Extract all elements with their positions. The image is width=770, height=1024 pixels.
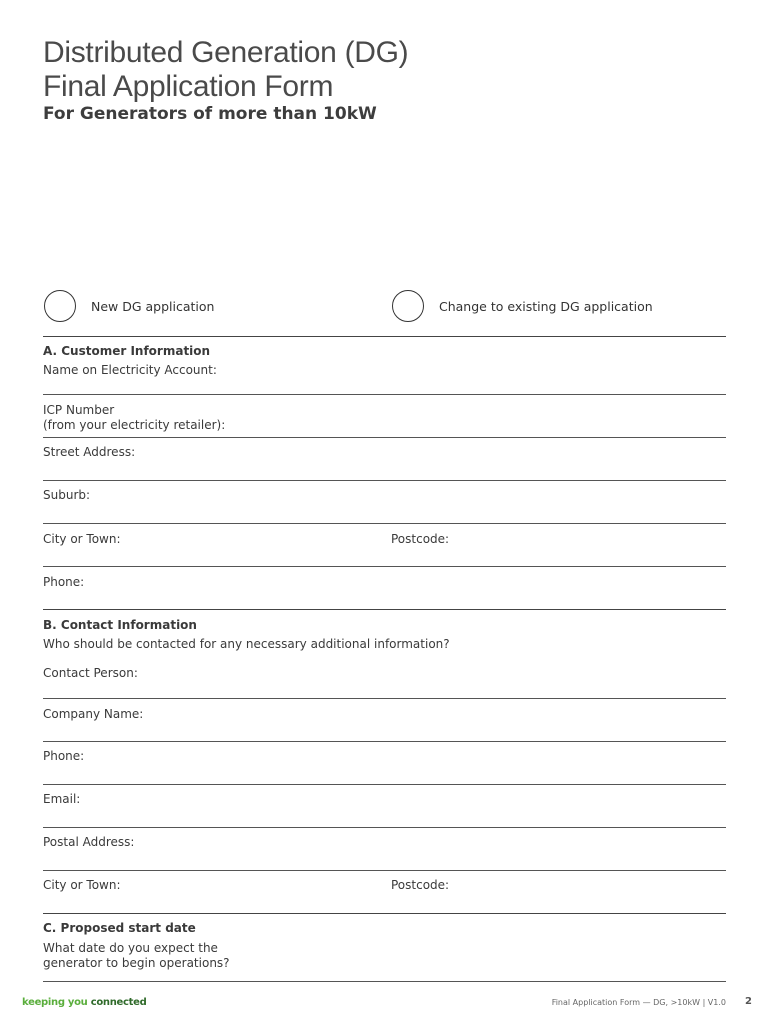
contact-city-label: City or Town: bbox=[43, 878, 121, 892]
field-line bbox=[43, 827, 726, 828]
field-line bbox=[43, 480, 726, 481]
title-line-2: Final Application Form bbox=[43, 70, 334, 103]
contact-phone-field[interactable] bbox=[43, 766, 726, 782]
footer-brand bbox=[22, 997, 146, 1008]
new-dg-radio[interactable] bbox=[44, 290, 76, 322]
street-address-field[interactable] bbox=[43, 462, 726, 478]
field-line bbox=[43, 566, 726, 567]
icp-label-line2: (from your electricity retailer): bbox=[43, 418, 226, 432]
contact-person-field[interactable] bbox=[43, 682, 726, 697]
new-dg-label: New DG application bbox=[91, 299, 215, 314]
postcode-field[interactable] bbox=[391, 548, 726, 564]
divider bbox=[43, 336, 726, 337]
company-name-label: Company Name: bbox=[43, 707, 144, 721]
change-dg-radio[interactable] bbox=[392, 290, 424, 322]
field-line bbox=[43, 523, 726, 524]
field-line bbox=[43, 741, 726, 742]
contact-postcode-label: Postcode: bbox=[391, 878, 450, 892]
start-date-field[interactable] bbox=[240, 942, 726, 978]
field-line bbox=[43, 394, 726, 395]
divider bbox=[43, 913, 726, 914]
section-c-heading: C. Proposed start date bbox=[43, 921, 196, 935]
contact-postcode-field[interactable] bbox=[391, 895, 726, 911]
field-line bbox=[43, 784, 726, 785]
icp-label-line1: ICP Number bbox=[43, 403, 115, 417]
brand-part-1: keeping you bbox=[22, 997, 88, 1008]
city-label: City or Town: bbox=[43, 532, 121, 546]
section-b-intro: Who should be contacted for any necessary additional information? bbox=[43, 637, 450, 651]
field-line bbox=[43, 698, 726, 699]
footer-reference: Final Application Form — DG, >10kW | V1.0 bbox=[551, 998, 726, 1007]
page-number: 2 bbox=[745, 996, 752, 1007]
suburb-field[interactable] bbox=[43, 505, 726, 521]
company-name-field[interactable] bbox=[43, 723, 726, 739]
postal-address-label: Postal Address: bbox=[43, 835, 135, 849]
account-name-label: Name on Electricity Account: bbox=[43, 363, 217, 377]
email-label: Email: bbox=[43, 792, 81, 806]
field-line bbox=[43, 870, 726, 871]
email-field[interactable] bbox=[43, 809, 726, 825]
field-line bbox=[43, 437, 726, 438]
contact-phone-label: Phone: bbox=[43, 749, 85, 763]
divider bbox=[43, 609, 726, 610]
suburb-label: Suburb: bbox=[43, 488, 91, 502]
section-a-heading: A. Customer Information bbox=[43, 344, 211, 358]
section-b-heading: B. Contact Information bbox=[43, 618, 197, 632]
title-line-1: Distributed Generation (DG) bbox=[43, 36, 409, 69]
brand-part-2: connected bbox=[90, 997, 147, 1008]
contact-person-label: Contact Person: bbox=[43, 666, 138, 680]
phone-label: Phone: bbox=[43, 575, 85, 589]
start-date-question-line1: What date do you expect the bbox=[43, 941, 218, 955]
account-name-field[interactable] bbox=[43, 380, 726, 394]
phone-field[interactable] bbox=[43, 591, 726, 607]
postal-address-field[interactable] bbox=[43, 852, 726, 868]
subtitle: For Generators of more than 10kW bbox=[43, 104, 377, 124]
postcode-label: Postcode: bbox=[391, 532, 450, 546]
contact-city-field[interactable] bbox=[43, 895, 383, 911]
field-line bbox=[43, 981, 726, 982]
start-date-question-line2: generator to begin operations? bbox=[43, 956, 230, 970]
street-address-label: Street Address: bbox=[43, 445, 136, 459]
change-dg-label: Change to existing DG application bbox=[439, 299, 653, 314]
icp-number-field[interactable] bbox=[240, 405, 726, 435]
city-field[interactable] bbox=[43, 548, 383, 564]
